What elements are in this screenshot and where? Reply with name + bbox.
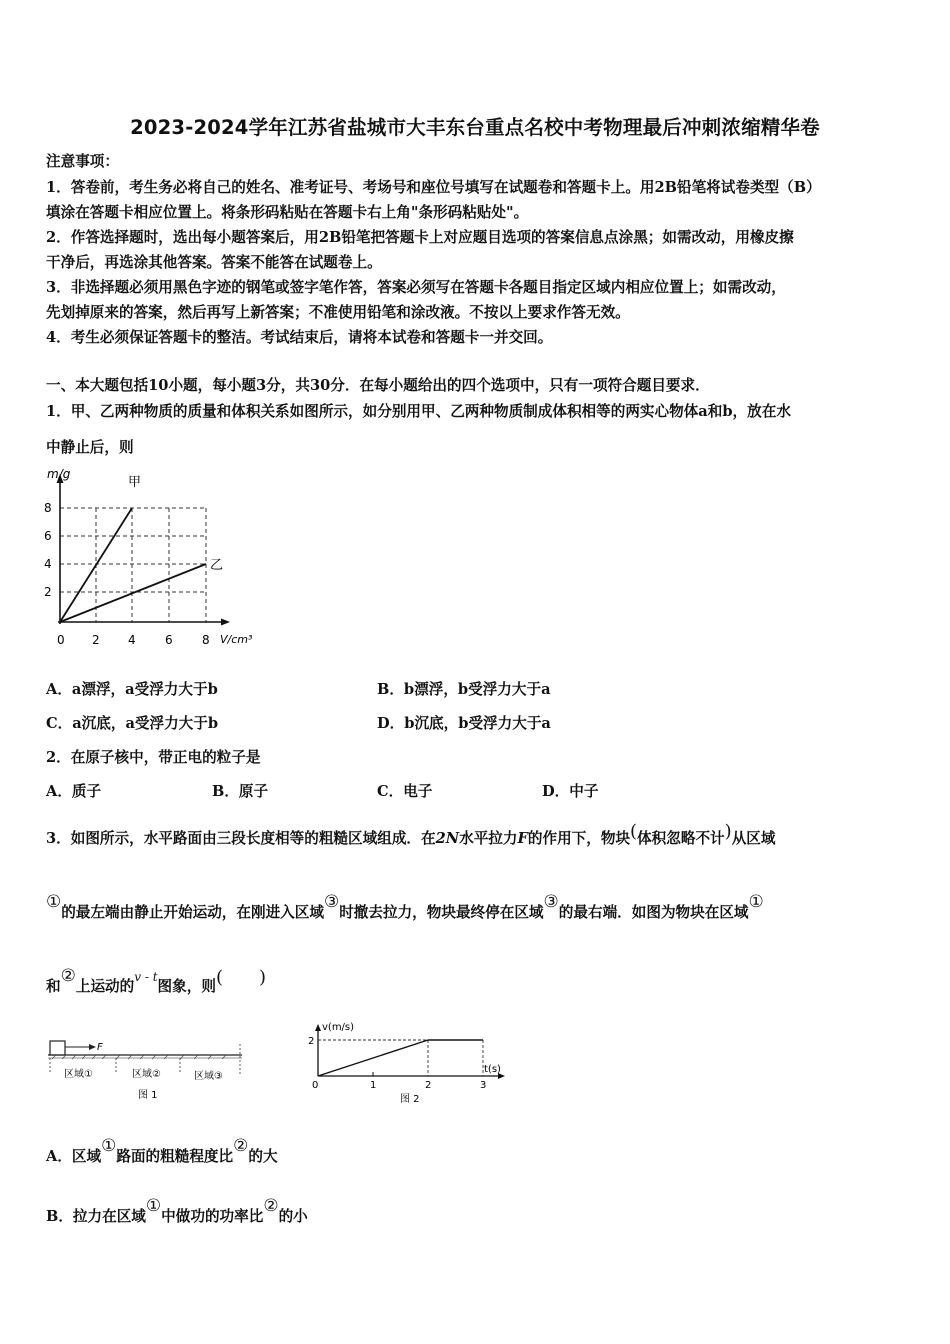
label-jia: 甲 [128,475,142,490]
svg-text:区域③: 区域③ [194,1071,223,1082]
svg-text:2: 2 [425,1080,432,1091]
q2-option-c: C．电子 [377,783,433,800]
mass-volume-graph [38,466,278,654]
svg-text:v(m/s): v(m/s) [322,1022,355,1033]
notice-heading: 注意事项： [46,153,119,170]
page-title: 2023-2024学年江苏省盐城市大丰东台重点名校中考物理最后冲刺浓缩精华卷 [130,116,820,139]
q2-option-d: D．中子 [542,783,599,800]
q1-option-b: B．b漂浮，b受浮力大于a [377,681,551,698]
notice-line: 4．考生必须保证答题卡的整洁。考试结束后，请将本试卷和答题卡一并交回。 [46,329,553,346]
notice-line: 先划掉原来的答案，然后再写上新答案；不准使用铅笔和涂改液。不按以上要求作答无效。 [46,304,630,321]
x-axis-label: V/cm³ [220,633,253,646]
svg-text:图 1: 图 1 [138,1090,158,1101]
y-tick: 4 [44,557,52,571]
y-tick: 6 [44,529,52,543]
svg-text:t(s): t(s) [484,1064,501,1075]
section-heading: 一、本大题包括10小题，每小题3分，共30分．在每小题给出的四个选项中，只有一项符合题目要求． [46,377,710,394]
q1-option-d: D．b沉底，b受浮力大于a [377,715,551,732]
label-yi: 乙 [210,558,224,573]
q3-stem-line2: ①的最左端由静止开始运动，在刚进入区域③时撤去拉力，物块最终停在区域③的最右端．如图为物块在区域① [46,892,764,921]
svg-text:区域②: 区域② [132,1069,161,1080]
vt-graph [304,1020,524,1104]
block [50,1041,65,1055]
q3-option-a: A．区域①路面的粗糙程度比②的大 [46,1136,278,1165]
q3-stem-line3: 和②上运动的$^{v - t}$图象，则( ) [46,966,266,995]
vt-accel-line [318,1040,428,1076]
notice-line: 3．非选择题必须用黑色字迹的钢笔或签字笔作答，答案必须写在答题卡各题目指定区域内相应位置上；如需改动， [46,279,786,296]
x-tick: 4 [128,633,136,647]
svg-text:0: 0 [312,1080,319,1091]
q1-stem-cont: 中静止后，则 [46,439,134,456]
x-tick: 6 [165,633,173,647]
svg-text:F: F [97,1042,103,1053]
q3-stem-line1: 3．如图所示，水平路面由三段长度相等的粗糙区域组成．在2N水平拉力F的作用下，物块(体积忽略不计)从区域 [46,821,776,847]
svg-text:3: 3 [480,1080,487,1091]
svg-text:1: 1 [370,1080,377,1091]
notice-line: 填涂在答题卡相应位置上。将条形码粘贴在答题卡右上角"条形码粘贴处"。 [46,204,529,221]
q3-option-b: B．拉力在区域①中做功的功率比②的小 [46,1196,308,1225]
x-tick: 8 [202,633,210,647]
notice-line: 干净后，再选涂其他答案。答案不能答在试题卷上。 [46,254,382,271]
road-diagram [44,1034,254,1102]
q1-option-c: C．a沉底，a受浮力大于b [46,715,219,732]
q2-stem: 2．在原子核中，带正电的粒子是 [46,749,261,766]
q2-option-a: A．质子 [46,783,102,800]
y-axis-label: m/g [47,467,71,481]
notice-line: 2．作答选择题时，选出每小题答案后，用2B铅笔把答题卡上对应题目选项的答案信息点涂黑；如需改动，用橡皮擦 [46,229,794,246]
x-tick: 0 [57,633,65,647]
q1-stem: 1．甲、乙两种物质的质量和体积关系如图所示，如分别用甲、乙两种物质制成体积相等的两实心物体a和b，放在水 [46,403,791,420]
svg-text:2: 2 [308,1036,315,1047]
y-tick: 2 [44,585,52,599]
x-tick: 2 [92,633,100,647]
svg-text:区域①: 区域① [64,1069,93,1080]
line-yi [60,564,206,622]
y-tick: 8 [44,501,52,515]
notice-line: 1．答卷前，考生务必将自己的姓名、准考证号、考场号和座位号填写在试题卷和答题卡上。用2B铅笔将试卷类型（B） [46,179,821,196]
q1-option-a: A．a漂浮，a受浮力大于b [46,681,218,698]
q2-option-b: B．原子 [212,783,269,800]
svg-text:图 2: 图 2 [400,1094,420,1104]
